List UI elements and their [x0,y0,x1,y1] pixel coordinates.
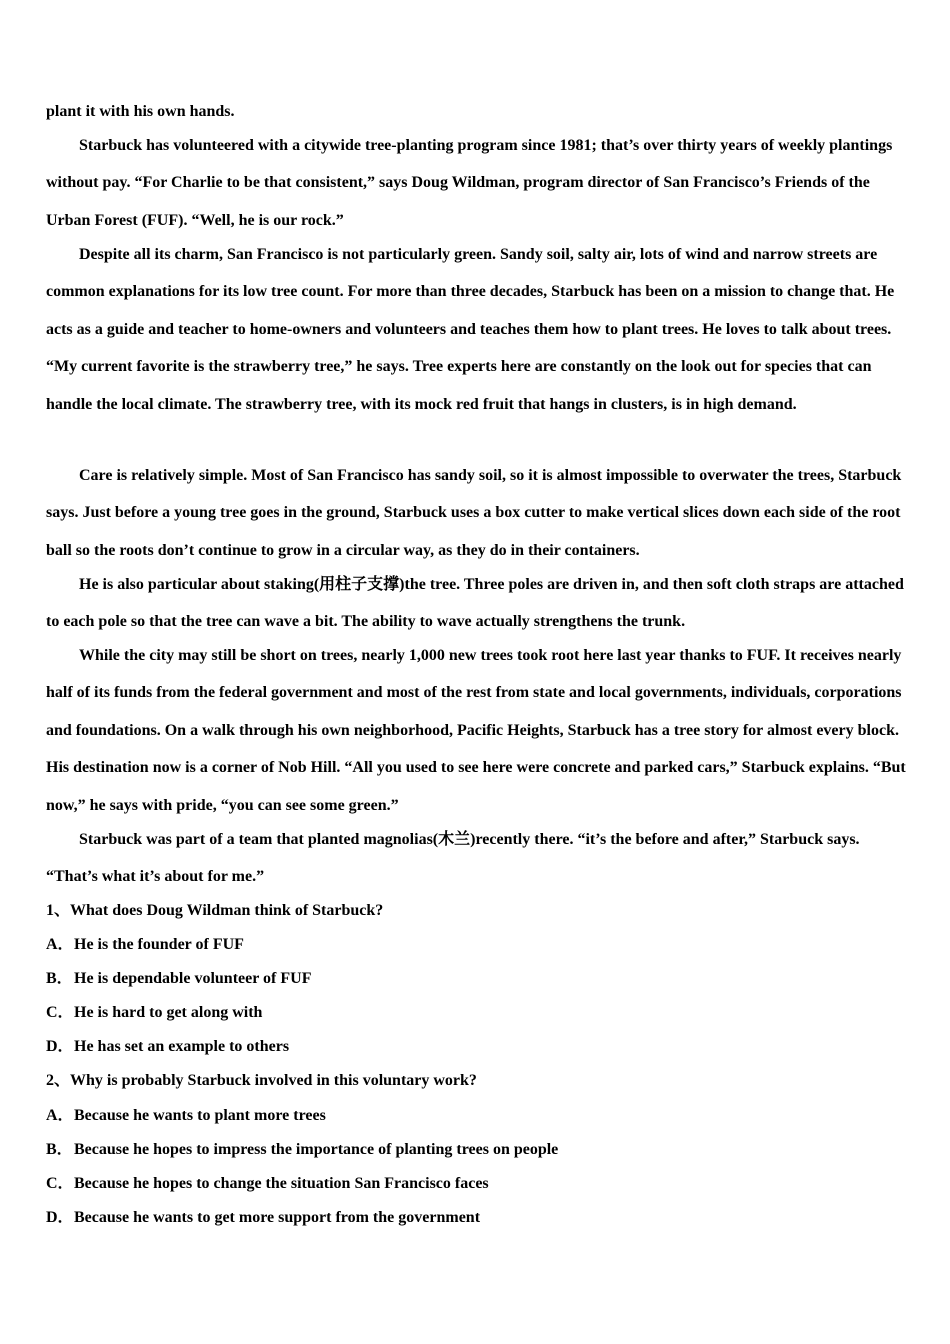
option-text: He is dependable volunteer of FUF [74,970,312,987]
question-1-option-b[interactable] [46,969,908,989]
passage-paragraph-3: Care is relatively simple. Most of San Francisco has sandy soil, so it is almost impossible to overwater the trees, Starbuck says. Just before a young tree goes in the ground, Starbuck uses a box cutter to make vertical slices down each side of the root ball so the roots don’t continue to grow in a circular way, as they do in their containers. [46,467,902,559]
option-text: Because he hopes to change the situation San Francisco faces [74,1175,489,1192]
option-text: He is the founder of FUF [74,936,244,953]
passage-paragraph-2: Despite all its charm, San Francisco is not particularly green. Sandy soil, salty air, lots of wind and narrow streets are common explanations for its low tree count. For more than three decades, Starbuck has been on a mission to change that. He acts as a guide and teacher to home-owners and volunteers and teaches them how to plant trees. He loves to talk about trees. “My current favorite is the strawberry tree,” he says. Tree experts here are constantly on the look out for species that can handle the local climate. The strawberry tree, with its mock red fruit that hangs in clusters, is in high demand. [46,246,895,413]
option-letter: A． [46,936,74,953]
question-2-stem [46,1071,908,1091]
option-letter: B． [46,970,73,987]
option-letter: A． [46,1107,74,1124]
question-text: What does Doug Wildman think of Starbuck? [70,902,384,919]
question-number: 1、 [46,902,71,919]
option-letter: D． [46,1038,74,1055]
option-letter: B． [46,1141,73,1158]
question-2-option-d[interactable] [46,1208,908,1228]
question-2-option-b[interactable] [46,1140,908,1160]
option-letter: C． [46,1004,74,1021]
question-1-option-a[interactable] [46,935,908,955]
question-1-option-c[interactable] [46,1003,908,1023]
option-text: He has set an example to others [74,1038,290,1055]
question-text: Why is probably Starbuck involved in this voluntary work? [70,1072,477,1089]
passage-paragraph-6: Starbuck was part of a team that planted magnolias(木兰)recently there. “it’s the before and after,” Starbuck says. “That’s what it’s about for me.” [46,831,860,886]
option-text: He is hard to get along with [74,1004,263,1021]
option-letter: D． [46,1209,74,1226]
question-2-option-a[interactable] [46,1106,908,1126]
option-text: Because he wants to get more support from the government [74,1209,481,1226]
question-1-option-d[interactable] [46,1037,908,1057]
question-2-option-c[interactable] [46,1174,908,1194]
question-1-stem [46,901,908,921]
option-text: Because he hopes to impress the importance of planting trees on people [74,1141,559,1158]
option-letter: C． [46,1175,74,1192]
passage-paragraph-5: While the city may still be short on trees, nearly 1,000 new trees took root here last year thanks to FUF. It receives nearly half of its funds from the federal government and most of the rest from state and local governments, individuals, corporations and foundations. On a walk through his own neighborhood, Pacific Heights, Starbuck has a tree story for almost every block. His destination now is a corner of Nob Hill. “All you used to see here were concrete and parked cars,” Starbuck explains. “But now,” he says with pride, “you can see some green.” [46,647,906,814]
passage-paragraph-1: Starbuck has volunteered with a citywide tree-planting program since 1981; that’s over thirty years of weekly plantings without pay. “For Charlie to be that consistent,” says Doug Wildman, program director of San Francisco’s Friends of the Urban Forest (FUF). “Well, he is our rock.” [46,137,893,229]
passage-paragraph-4: He is also particular about staking(用柱子支撑)the tree. Three poles are driven in, and then soft cloth straps are attached to each pole so that the tree can wave a bit. The ability to wave actually strengthens the trunk. [46,576,904,631]
option-text: Because he wants to plant more trees [74,1107,326,1124]
question-number: 2、 [46,1072,71,1089]
passage-paragraph-0: plant it with his own hands. [46,103,235,120]
